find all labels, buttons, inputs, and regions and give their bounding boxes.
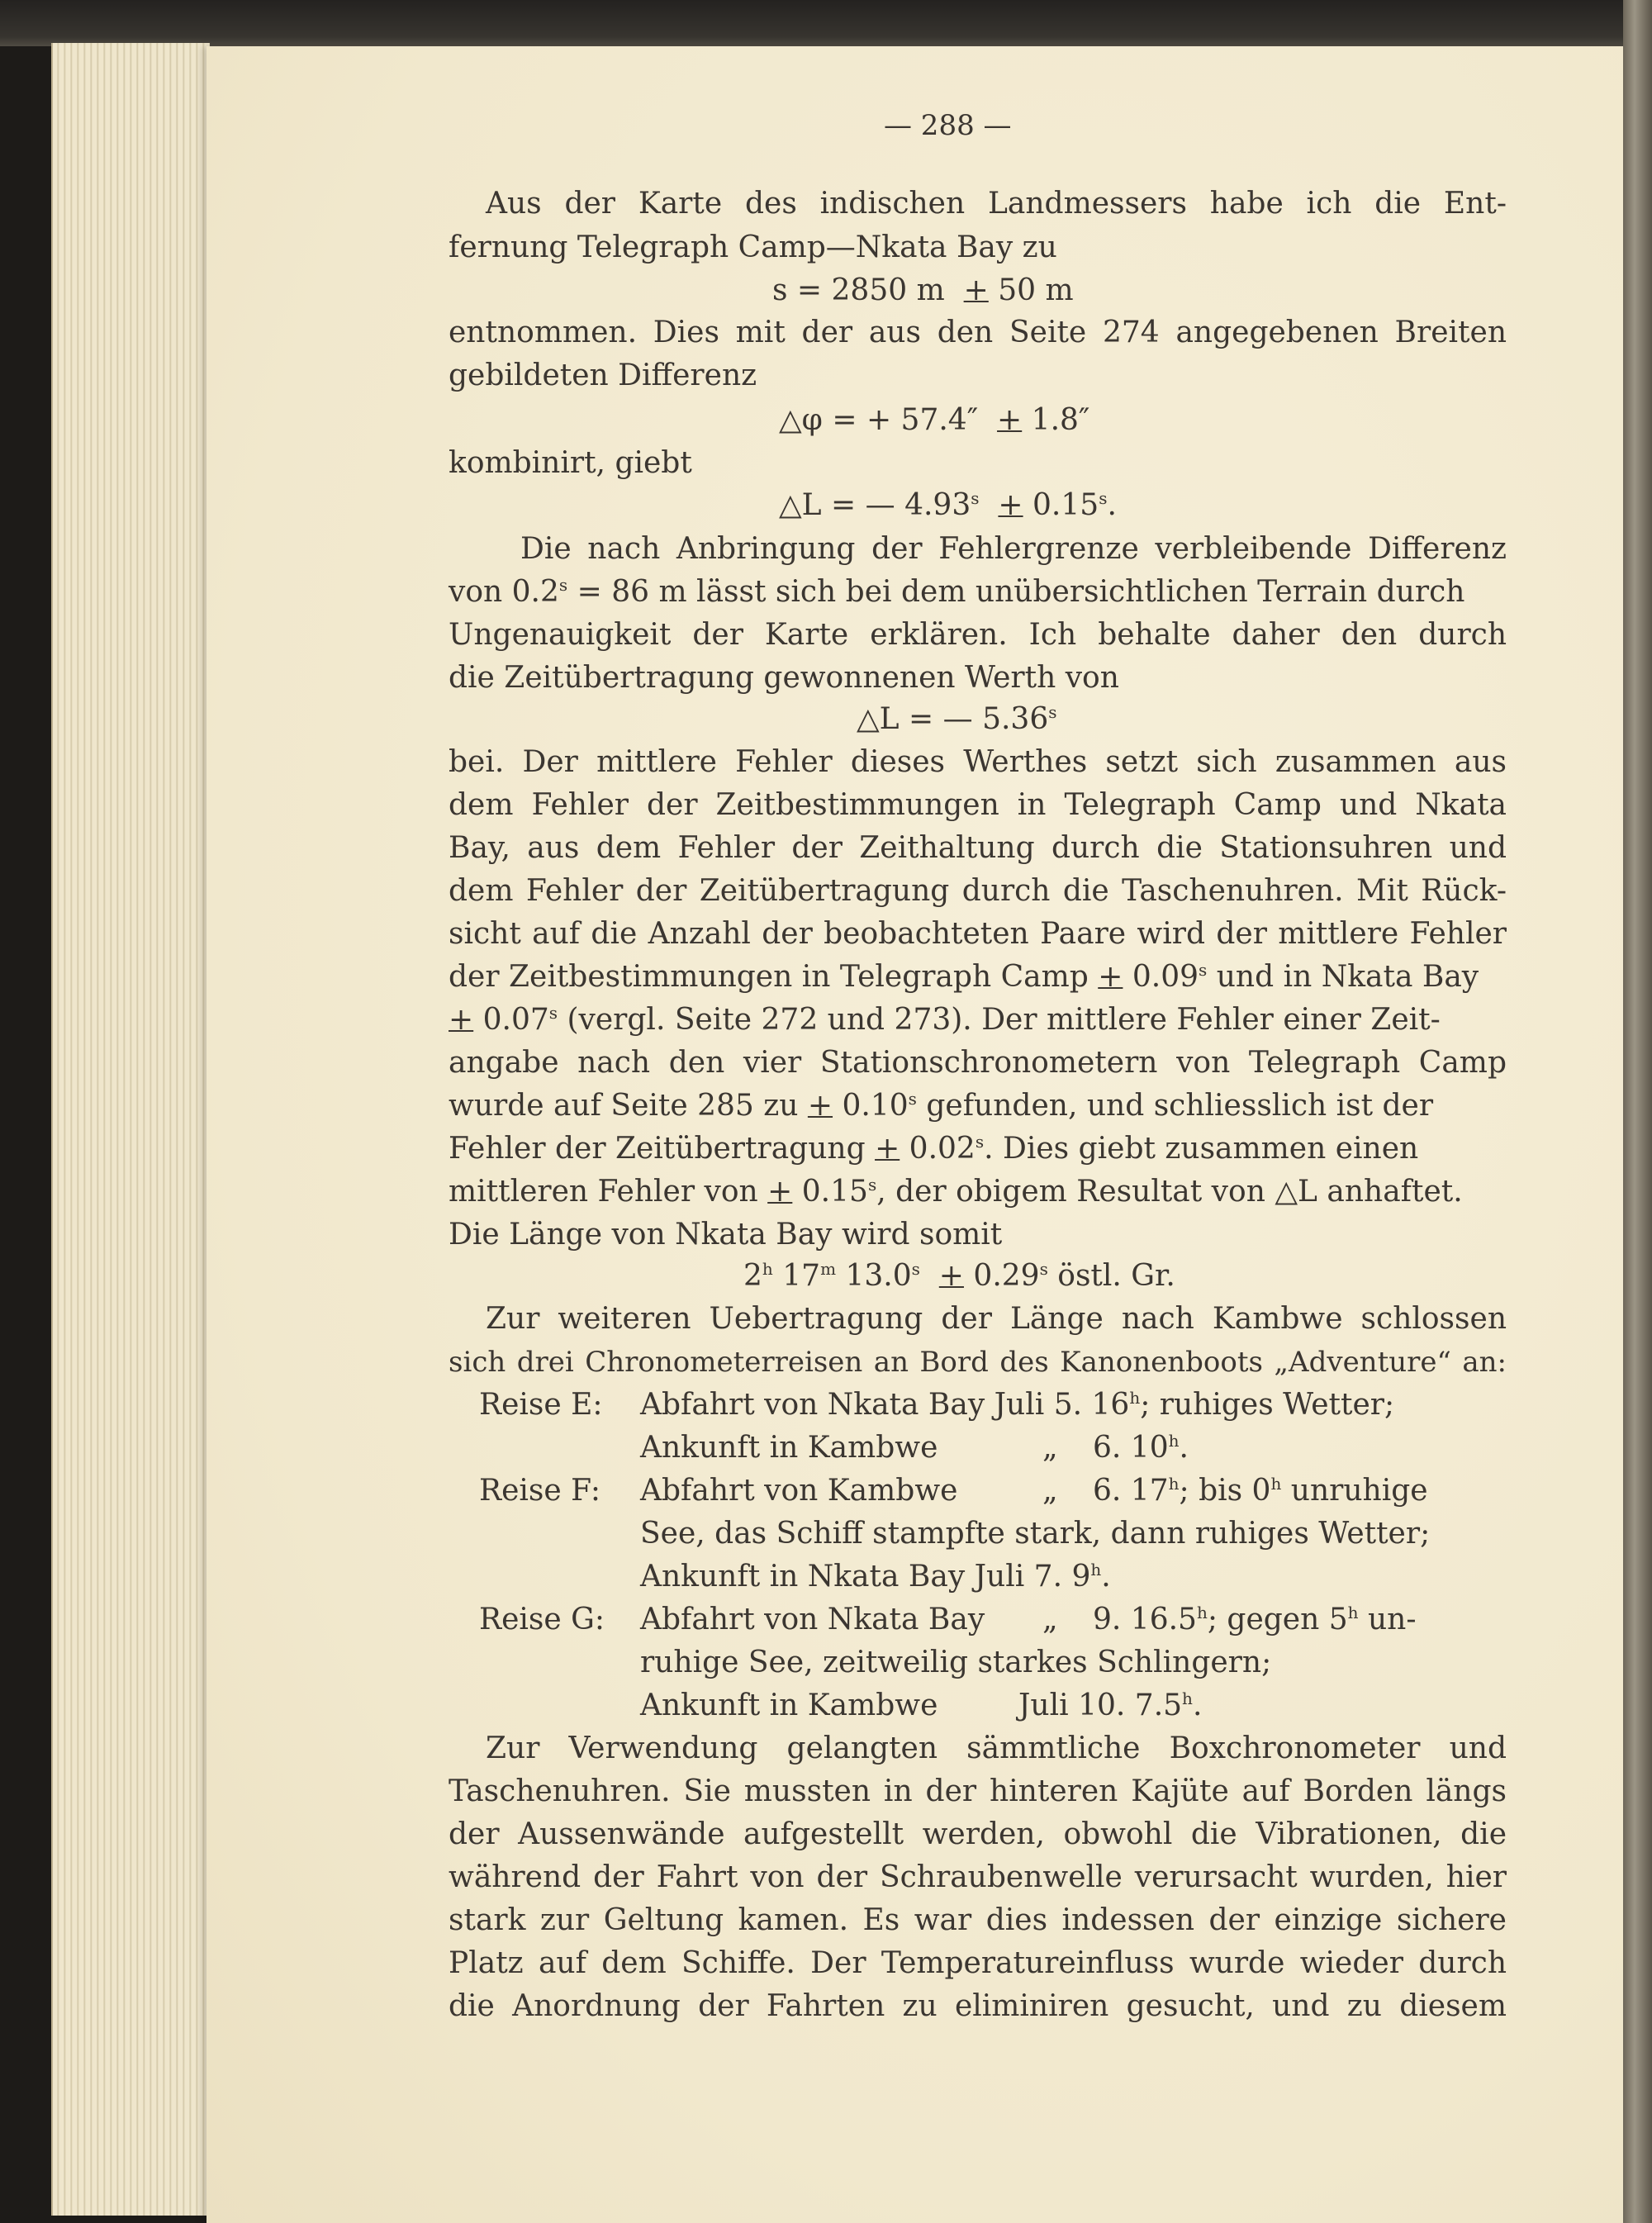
text-line: fernung Telegraph Camp—Nkata Bay zu bbox=[449, 230, 1057, 264]
text-line: Fehler der Zeitübertragung + $0.02^s$. Dies giebt zusammen einen bbox=[449, 1132, 1419, 1166]
text-line: Ungenauigkeit der Karte erklären. Ich behalte daher den durch bbox=[449, 618, 1507, 652]
trip-line: Ankunft in Nkata Bay Juli 7. 9$^h$. bbox=[640, 1560, 1111, 1594]
trip-label-e: Reise E: bbox=[479, 1388, 603, 1422]
trip-ditto: „ bbox=[1042, 1431, 1058, 1465]
text-line: sicht auf die Anzahl der beobachteten Paare wird der mittlere Fehler bbox=[449, 917, 1507, 951]
trip-line: 6. 17$^h$; bis 0$^h$ unruhige bbox=[1093, 1474, 1428, 1508]
text-line: Die nach Anbringung der Fehlergrenze verbleibende Differenz bbox=[520, 532, 1507, 566]
text-line: + $0.07^s$ (vergl. Seite 272 und 273). Der mittlere Fehler einer Zeit- bbox=[449, 1003, 1441, 1037]
text-line: Zur weiteren Uebertragung der Länge nach Kambwe schlossen bbox=[486, 1302, 1507, 1336]
trip-line: ruhige See, zeitweilig starkes Schlingern; bbox=[640, 1646, 1272, 1679]
formula-latitude-difference: △φ = + 57.4″ + 1.8″ bbox=[779, 403, 1090, 437]
text-line: der Zeitbestimmungen in Telegraph Camp + $0.09^s$ und in Nkata Bay bbox=[449, 960, 1479, 994]
formula-longitude-result: △L = — 5.36$^s$ bbox=[857, 702, 1057, 736]
text-line: gebildeten Differenz bbox=[449, 359, 757, 392]
text-line: kombinirt, giebt bbox=[449, 446, 692, 480]
text-line: stark zur Geltung kamen. Es war dies indessen der einzige sichere bbox=[449, 1903, 1507, 1937]
text-line: Bay, aus dem Fehler der Zeithaltung durch die Stationsuhren und bbox=[449, 831, 1507, 865]
text-line: wurde auf Seite 285 zu + $0.10^s$ gefunden, und schliesslich ist der bbox=[449, 1089, 1434, 1123]
text-line: entnommen. Dies mit der aus den Seite 274 angegebenen Breiten bbox=[449, 316, 1507, 349]
page-number: — 288 — bbox=[884, 109, 1012, 142]
text-line: dem Fehler der Zeitbestimmungen in Telegraph Camp und Nkata bbox=[449, 788, 1507, 822]
text-line: während der Fahrt von der Schraubenwelle verursacht wurden, hier bbox=[449, 1860, 1507, 1894]
text-line: von $0.2^s = 86$ m lässt sich bei dem unübersichtlichen Terrain durch bbox=[449, 575, 1465, 609]
text-line: angabe nach den vier Stationschronometern von Telegraph Camp bbox=[449, 1046, 1507, 1080]
text-line: sich drei Chronometerreisen an Bord des Kanonenboots „Adventure“ an: bbox=[449, 1346, 1507, 1379]
trip-line: See, das Schiff stampfte stark, dann ruhiges Wetter; bbox=[640, 1517, 1431, 1551]
trip-line: Ankunft in Kambwe bbox=[640, 1689, 938, 1722]
text-line: Die Länge von Nkata Bay wird somit bbox=[449, 1218, 1003, 1252]
trip-label-g: Reise G: bbox=[479, 1603, 605, 1636]
formula-longitude-difference: △L = — $4.93^s + 0.15^s$. bbox=[779, 488, 1117, 522]
trip-ditto: „ bbox=[1042, 1474, 1058, 1508]
trip-line: Abfahrt von Kambwe bbox=[640, 1474, 958, 1508]
formula-longitude-nkata: 2$^h$ 17$^m$ $13.0^s + 0.29^s$ östl. Gr. bbox=[743, 1259, 1175, 1293]
trip-line: Ankunft in Kambwe bbox=[640, 1431, 938, 1465]
text-line: die Anordnung der Fahrten zu eliminiren gesucht, und zu diesem bbox=[449, 1989, 1507, 2023]
text-line: der Aussenwände aufgestellt werden, obwohl die Vibrationen, die bbox=[449, 1817, 1507, 1851]
text-line: bei. Der mittlere Fehler dieses Werthes setzt sich zusammen aus bbox=[449, 745, 1507, 779]
trip-label-f: Reise F: bbox=[479, 1474, 601, 1508]
page-stack-edges bbox=[51, 43, 210, 2216]
trip-line: Juli 10. 7.5$^h$. bbox=[1018, 1689, 1203, 1722]
text-line: dem Fehler der Zeitübertragung durch die Taschenuhren. Mit Rück- bbox=[449, 874, 1507, 908]
text-line: die Zeitübertragung gewonnenen Werth von bbox=[449, 661, 1119, 695]
trip-ditto: „ bbox=[1042, 1603, 1058, 1636]
book-top-edge bbox=[0, 0, 1652, 46]
trip-line: 9. 16.5$^h$; gegen 5$^h$ un- bbox=[1093, 1603, 1417, 1636]
trip-line: Abfahrt von Nkata Bay Juli 5. 16$^h$; ruhiges Wetter; bbox=[640, 1388, 1395, 1422]
formula-distance: s = 2850 m + 50 m bbox=[772, 273, 1074, 307]
text-line: Taschenuhren. Sie mussten in der hinteren Kajüte auf Borden längs bbox=[449, 1774, 1507, 1808]
text-line: Zur Verwendung gelangten sämmtliche Boxchronometer und bbox=[486, 1731, 1507, 1765]
book-binding bbox=[1623, 0, 1652, 2223]
text-line: Platz auf dem Schiffe. Der Temperatureinfluss wurde wieder durch bbox=[449, 1946, 1507, 1980]
trip-line: Abfahrt von Nkata Bay bbox=[640, 1603, 985, 1636]
text-line: mittleren Fehler von + $0.15^s$, der obigem Resultat von △L anhaftet. bbox=[449, 1175, 1463, 1209]
trip-line: 6. 10$^h$. bbox=[1093, 1431, 1189, 1465]
text-line: Aus der Karte des indischen Landmessers habe ich die Ent- bbox=[486, 187, 1507, 221]
